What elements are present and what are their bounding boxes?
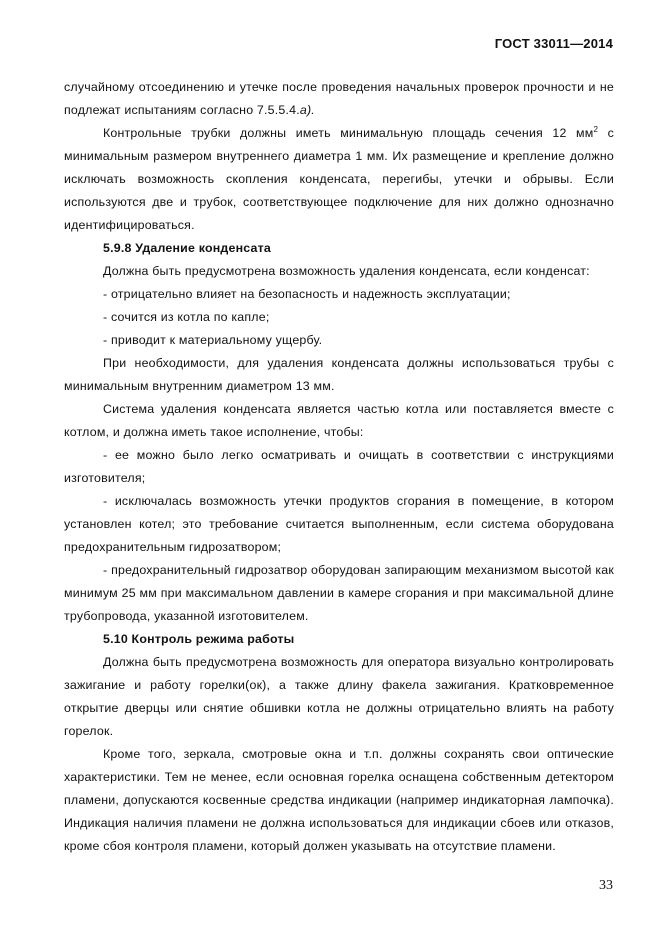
- document-header: ГОСТ 33011—2014: [494, 36, 613, 51]
- list-item: - отрицательно влияет на безопасность и надежность эксплуатации;: [103, 287, 511, 301]
- paragraph: Должна быть предусмотрена возможность удаления конденсата, если конденсат:: [103, 264, 590, 278]
- superscript: 2: [593, 124, 599, 134]
- list-item: - приводит к материальному ущербу.: [103, 333, 323, 347]
- list-item: - ее можно было легко осматривать и очищать в соответствии с инструкциями изготовителя;: [64, 448, 614, 485]
- list-item: - сочится из котла по капле;: [103, 310, 270, 324]
- paragraph: [64, 122, 614, 237]
- page-number: 33: [599, 878, 613, 893]
- list-item: - предохранительный гидрозатвор оборудован запирающим механизмом высотой как минимум 25 мм при максимальном давлении в камере сгорания и при максимальной длине трубопровода, указанной изготовителем.: [64, 563, 614, 623]
- reference-item: а).: [299, 103, 315, 117]
- paragraph: Система удаления конденсата является частью котла или поставляется вместе с котлом, и должна иметь такое исполнение, чтобы:: [64, 402, 614, 439]
- paragraph: Должна быть предусмотрена возможность для оператора визуально контролировать зажигание и работу горелки(ок), а также длину факела зажигания. Кратковременное открытие дверцы или снятие обшивки котла не должны отрицательно влиять на работу горелок.: [64, 655, 614, 738]
- section-heading: 5.9.8 Удаление конденсата: [103, 241, 271, 255]
- section-heading: 5.10 Контроль режима работы: [103, 632, 295, 646]
- paragraph-text: с минимальным размером внутреннего диаметра 1 мм. Их размещение и крепление должно исключать возможность скопления конденсата, перегибы, утечки и обрывы. Если используются две и трубок, соответствующее подключение для них должно однозначно идентифицироваться.: [64, 126, 614, 232]
- paragraph: При необходимости, для удаления конденсата должны использоваться трубы с минимальным внутренним диаметром 13 мм.: [64, 356, 614, 393]
- paragraph-text: Контрольные трубки должны иметь минимальную площадь сечения 12 мм: [103, 126, 594, 140]
- paragraph: [64, 76, 614, 122]
- document-body: [64, 76, 614, 858]
- paragraph-text: случайному отсоединению и утечке после проведения начальных проверок прочности и не подлежат испытаниям согласно 7.5.5.4.: [64, 80, 614, 117]
- paragraph: Кроме того, зеркала, смотровые окна и т.п. должны сохранять свои оптические характеристики. Тем не менее, если основная горелка оснащена собственным детектором пламени, допускаются косвенные средства индикации (например индикаторная лампочка). Индикация наличия пламени не должна использоваться для индикации сбоев или отказов, кроме сбоя контроля пламени, который должен указывать на отсутствие пламени.: [64, 747, 614, 853]
- list-item: - исключалась возможность утечки продуктов сгорания в помещение, в котором установлен котел; это требование считается выполненным, если система оборудована предохранительным гидрозатвором;: [64, 494, 614, 554]
